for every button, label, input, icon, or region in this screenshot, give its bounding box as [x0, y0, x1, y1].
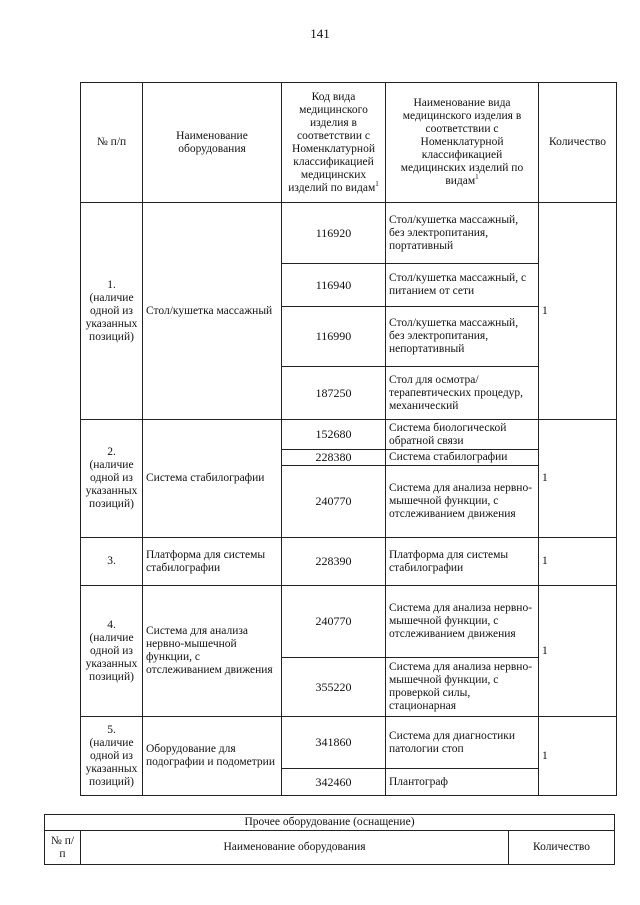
- device-kind: Стол/кушетка массажный, с питанием от сети: [386, 264, 539, 307]
- other-header-qty: Количество: [509, 831, 615, 865]
- quantity: 1: [539, 586, 617, 717]
- device-kind: Система для анализа нервно-мышечной функции, с отслеживанием движения: [386, 586, 539, 658]
- device-kind: Система стабилографии: [386, 450, 539, 466]
- device-code: 228390: [282, 538, 386, 586]
- table-row: [81, 538, 617, 586]
- device-code: 187250: [282, 367, 386, 420]
- device-code: 355220: [282, 658, 386, 717]
- device-code: 342460: [282, 769, 386, 796]
- group-number: 5. (наличие одной из указанных позиций): [81, 717, 143, 796]
- header-num: № п/п: [81, 83, 143, 203]
- group-note: (наличие одной из указанных позиций): [85, 291, 138, 343]
- page-number: 141: [310, 26, 330, 41]
- device-kind: Система для анализа нервно-мышечной функции, с отслеживанием движения: [386, 466, 539, 538]
- group-number: 4. (наличие одной из указанных позиций): [81, 586, 143, 717]
- table-row: [81, 203, 617, 264]
- device-code: 240770: [282, 586, 386, 658]
- header-name: Наименование оборудования: [143, 83, 282, 203]
- equipment-name: Стол/кушетка массажный: [143, 203, 282, 420]
- device-code: 116920: [282, 203, 386, 264]
- table-body: [81, 203, 617, 796]
- equipment-name: Система стабилографии: [143, 420, 282, 538]
- quantity: 1: [539, 420, 617, 538]
- device-kind: Стол/кушетка массажный, без электропитания, непортативный: [386, 307, 539, 367]
- device-kind: Система для анализа нервно-мышечной функции, с проверкой силы, стационарная: [386, 658, 539, 717]
- other-table-title: Прочее оборудование (оснащение): [45, 815, 615, 831]
- other-header-num: № п/п: [45, 831, 81, 865]
- device-kind: Платформа для системы стабилографии: [386, 538, 539, 586]
- table-row: [81, 586, 617, 658]
- device-kind: Система для диагностики патологии стоп: [386, 717, 539, 769]
- quantity: 1: [539, 203, 617, 420]
- table-header-row: [81, 83, 617, 203]
- table-row: [81, 420, 617, 450]
- device-code: 116990: [282, 307, 386, 367]
- quantity: 1: [539, 717, 617, 796]
- device-code: 152680: [282, 420, 386, 450]
- other-equipment-table: [44, 814, 615, 865]
- device-kind: Стол/кушетка массажный, без электропитания, портативный: [386, 203, 539, 264]
- equipment-name: Платформа для системы стабилографии: [143, 538, 282, 586]
- equipment-name: Система для анализа нервно-мышечной функции, с отслеживанием движения: [143, 586, 282, 717]
- group-note: (наличие одной из указанных позиций): [85, 631, 138, 683]
- device-code: 240770: [282, 466, 386, 538]
- group-number: 1. (наличие одной из указанных позиций): [81, 203, 143, 420]
- equipment-name: Оборудование для подографии и подометрии: [143, 717, 282, 796]
- device-code: 341860: [282, 717, 386, 769]
- device-kind: Стол для осмотра/ терапевтических процедур, механический: [386, 367, 539, 420]
- quantity: 1: [539, 538, 617, 586]
- header-kind: Наименование вида медицинского изделия в соответствии с Номенклатурной классификацией медицинских изделий по видам$^1$: [386, 83, 539, 203]
- device-code: 228380: [282, 450, 386, 466]
- device-code: 116940: [282, 264, 386, 307]
- header-code: Код вида медицинского изделия в соответствии с Номенклатурной классификацией медицинских изделий по видам$^1$: [282, 83, 386, 203]
- group-number: 2. (наличие одной из указанных позиций): [81, 420, 143, 538]
- table-row: [81, 717, 617, 769]
- header-qty: Количество: [539, 83, 617, 203]
- group-number: 3.: [81, 538, 143, 586]
- device-kind: Плантограф: [386, 769, 539, 796]
- device-kind: Система биологической обратной связи: [386, 420, 539, 450]
- other-header-name: Наименование оборудования: [81, 831, 509, 865]
- group-note: (наличие одной из указанных позиций): [85, 459, 138, 510]
- group-note: (наличие одной из указанных позиций): [85, 736, 138, 788]
- equipment-table: [80, 82, 617, 796]
